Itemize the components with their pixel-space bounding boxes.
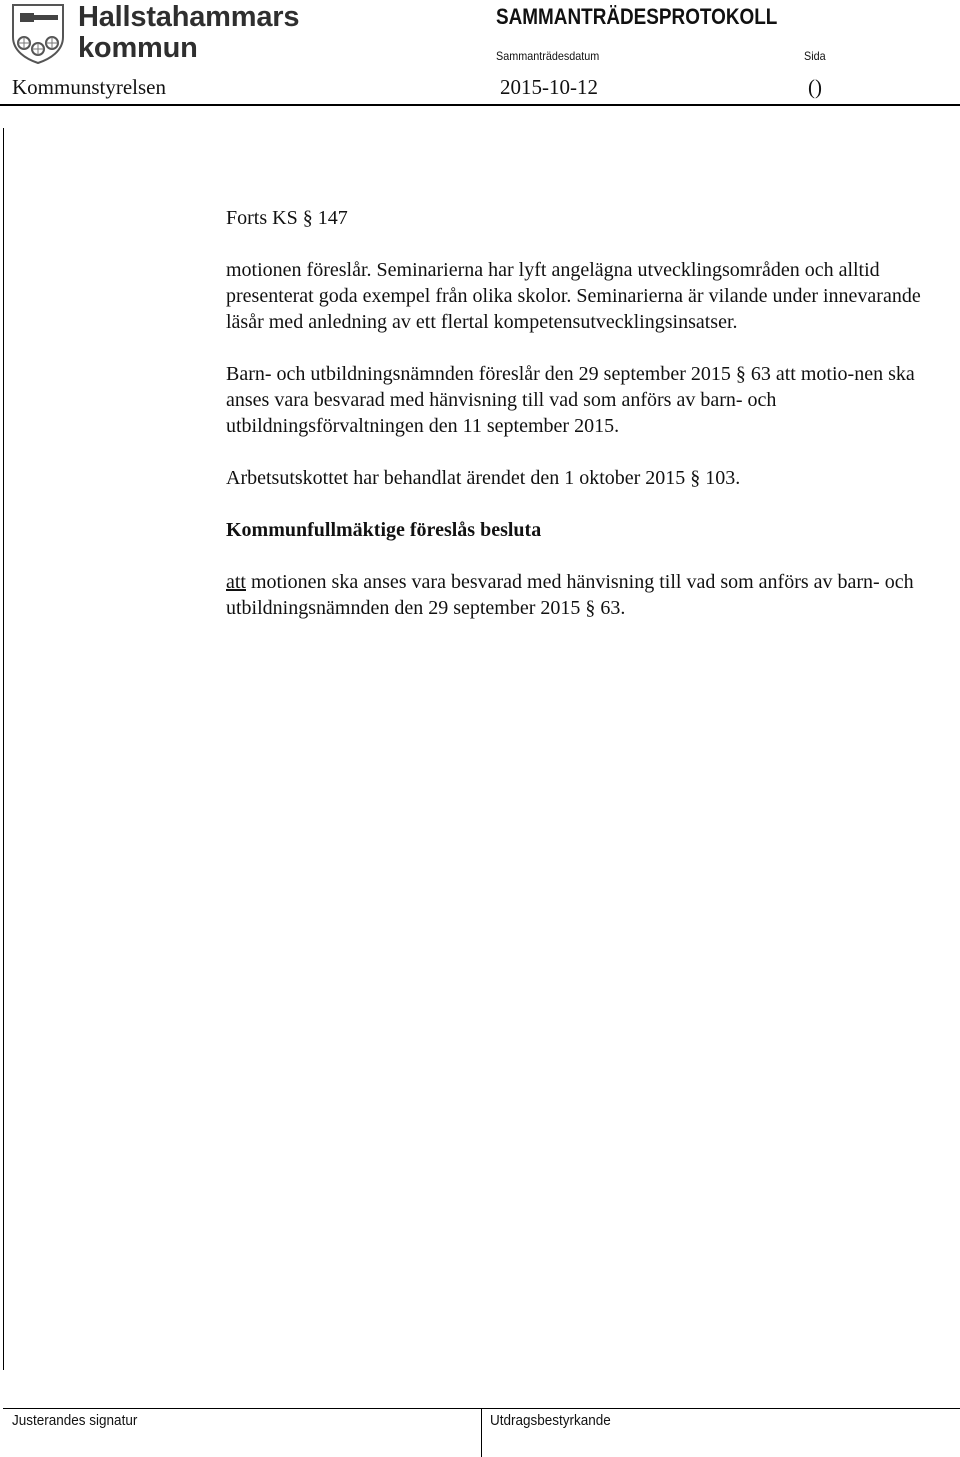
- decision-paragraph: [226, 569, 944, 621]
- paragraph-1: motionen föreslår. Seminarierna har lyft angelägna utvecklingsområden och alltid presenterat goda exempel från olika skolor. Seminarierna är vilande under innevarande läsår med anledning av ett flertal kompetensutvecklingsinsatser.: [226, 259, 921, 333]
- decision-heading: Kommunfullmäktige föreslås besluta: [226, 519, 542, 541]
- decision-att: att: [226, 571, 246, 593]
- decision-text: motionen ska anses vara besvarad med hänvisning till vad som anförs av barn- och utbildningsnämnden den 29 september 2015 § 63.: [226, 571, 914, 619]
- document-type-title: SAMMANTRÄDESPROTOKOLL: [496, 4, 778, 29]
- org-name-line2: kommun: [78, 32, 198, 64]
- paragraph-heading: Forts KS § 147: [226, 207, 348, 229]
- paragraph-3: Arbetsutskottet har behandlat ärendet den 1 oktober 2015 § 103.: [226, 467, 741, 489]
- signature-footer: [3, 1408, 960, 1457]
- left-margin-line: [3, 128, 4, 1370]
- paragraph-2: Barn- och utbildningsnämnden föreslår den 29 september 2015 § 63 att motio-nen ska anses vara besvarad med hänvisning till vad som anförs av barn- och utbildningsförvaltningen den 11 september 2015.: [226, 363, 915, 437]
- page-number: (): [808, 75, 822, 99]
- extract-certification-label: Utdragsbestyrkande: [490, 1412, 611, 1429]
- page-label: Sida: [804, 49, 826, 63]
- coat-of-arms-icon: [10, 3, 66, 65]
- header-divider: [0, 104, 960, 106]
- footer-divider: [481, 1409, 482, 1457]
- body-name: Kommunstyrelsen: [12, 75, 166, 99]
- municipality-logo: [10, 1, 300, 67]
- org-name-line1: Hallstahammars: [78, 1, 300, 33]
- meeting-date-label: Sammanträdesdatum: [496, 49, 600, 63]
- meeting-date: 2015-10-12: [500, 75, 598, 99]
- adjuster-signature-label: Justerandes signatur: [12, 1412, 138, 1429]
- protocol-content: [226, 205, 944, 621]
